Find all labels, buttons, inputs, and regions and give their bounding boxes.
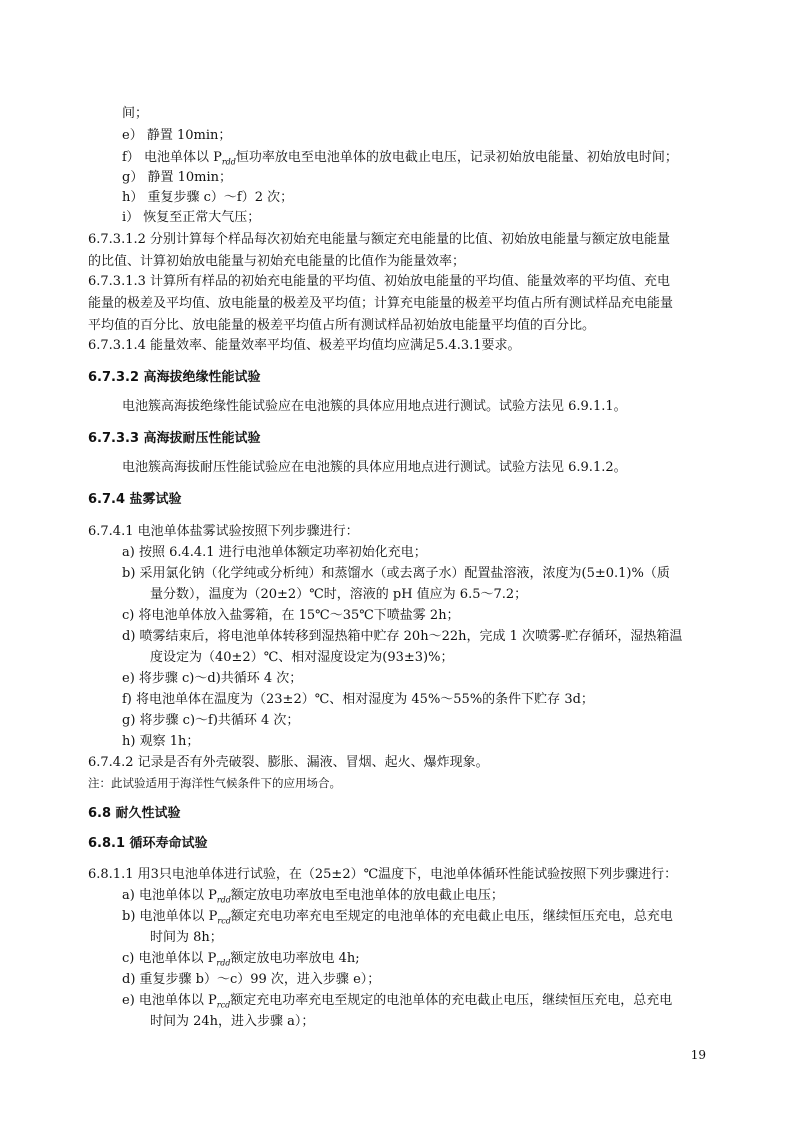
section-heading: 6.7.3.2 高海拔绝缘性能试验 xyxy=(88,370,261,385)
list-item: h) 观察 1h； xyxy=(122,734,200,749)
clause-paragraph: 6.7.3.1.4 能量效率、能量效率平均值、极差平均值均应满足5.4.3.1要求。 xyxy=(88,338,521,353)
section-heading: 6.8 耐久性试验 xyxy=(88,806,181,821)
list-item: e） 静置 10min； xyxy=(122,128,232,143)
list-item-text: c) 电池单体以 P xyxy=(122,951,217,966)
symbol-subscript: rdd xyxy=(216,958,231,968)
list-item-text: a) 电池单体以 P xyxy=(122,888,217,903)
list-item: c) 将电池单体放入盐雾箱，在 15℃～35℃下喷盐雾 2h； xyxy=(122,608,460,623)
list-item: e) 将步骤 c)～d)共循环 4 次； xyxy=(122,671,303,686)
note: 注：此试验适用于海洋性气候条件下的应用场合。 xyxy=(88,776,341,790)
list-item: g） 静置 10min； xyxy=(122,170,232,185)
symbol-subscript: rcd xyxy=(216,1000,231,1010)
section-heading: 6.8.1 循环寿命试验 xyxy=(88,836,208,851)
text-line: 间； xyxy=(122,106,149,121)
list-item-text: 额定放电功率放电 4h; xyxy=(230,951,360,966)
list-item: i） 恢复至正常大气压； xyxy=(122,210,261,225)
clause-paragraph: 6.8.1.1 用3只电池单体进行试验，在（25±2）℃温度下，电池单体循环性能试验按照下列步骤进行： xyxy=(88,867,678,882)
symbol-subscript: rcd xyxy=(217,916,231,926)
list-item-text: 额定充电功率充电至规定的电池单体的充电截止电压，继续恒压充电，总充电 xyxy=(230,909,673,924)
list-item-continuation: 时间为 24h，进入步骤 a）； xyxy=(150,1014,315,1029)
clause-paragraph: 6.7.3.1.2 分别计算每个样品每次初始充电能量与额定充电能量的比值、初始放电能量与额定放电能量 xyxy=(88,232,671,247)
list-item-text: 额定放电功率放电至电池单体的放电截止电压； xyxy=(230,888,504,903)
list-item: g) 将步骤 c)～f)共循环 4 次； xyxy=(122,713,300,728)
list-item: d) 喷雾结束后，将电池单体转移到湿热箱中贮存 20h～22h，完成 1 次喷雾-贮存循环，湿热箱温 xyxy=(122,629,683,644)
list-item: h） 重复步骤 c）～f）2 次； xyxy=(122,190,294,205)
symbol-subscript: rdd xyxy=(216,895,231,905)
symbol-subscript: rdd xyxy=(221,157,236,167)
list-item-text: e) 电池单体以 P xyxy=(122,993,217,1008)
list-item: f) 将电池单体在温度为（23±2）℃、相对湿度为 45%～55%的条件下贮存 3d； xyxy=(122,692,594,707)
clause-paragraph: 6.7.4.1 电池单体盐雾试验按照下列步骤进行： xyxy=(88,524,359,539)
list-item-text: 额定充电功率充电至规定的电池单体的充电截止电压，继续恒压充电，总充电 xyxy=(230,993,673,1008)
section-heading: 6.7.4 盐雾试验 xyxy=(88,492,182,507)
clause-paragraph: 6.7.4.2 记录是否有外壳破裂、膨胀、漏液、冒烟、起火、爆炸现象。 xyxy=(88,755,489,770)
page-number: 19 xyxy=(690,1048,706,1062)
list-item-text: b) 电池单体以 P xyxy=(122,909,218,924)
list-item: b) 采用氯化钠（化学纯或分析纯）和蒸馏水（或去离子水）配置盐溶液，浓度为(5±0.1)%（质 xyxy=(122,566,670,581)
section-heading: 6.7.3.3 高海拔耐压性能试验 xyxy=(88,431,261,446)
list-item-continuation: 时间为 8h； xyxy=(150,930,223,945)
clause-paragraph: 的比值、计算初始放电能量与初始充电能量的比值作为能量效率； xyxy=(88,254,466,269)
body-paragraph: 电池簇高海拔绝缘性能试验应在电池簇的具体应用地点进行测试。试验方法见 6.9.1.1。 xyxy=(122,399,627,414)
list-item-continuation: 量分数），温度为（20±2）℃时，溶液的 pH 值应为 6.5～7.2； xyxy=(150,587,528,602)
clause-paragraph: 平均值的百分比、放电能量的极差平均值占所有测试样品初始放电能量平均值的百分比。 xyxy=(88,318,596,333)
list-item: d) 重复步骤 b）～c）99 次，进入步骤 e）； xyxy=(122,972,381,987)
clause-paragraph: 能量的极差及平均值、放电能量的极差及平均值；计算充电能量的极差平均值占所有测试样品充电能量 xyxy=(88,296,674,311)
list-item-text: 恒功率放电至电池单体的放电截止电压，记录初始放电能量、初始放电时间； xyxy=(235,150,678,165)
list-item-continuation: 度设定为（40±2）℃、相对湿度设定为(93±3)%； xyxy=(150,650,454,665)
clause-paragraph: 6.7.3.1.3 计算所有样品的初始充电能量的平均值、初始放电能量的平均值、能量效率的平均值、充电 xyxy=(88,274,671,289)
list-item-text: f） 电池单体以 P xyxy=(122,150,222,165)
body-paragraph: 电池簇高海拔耐压性能试验应在电池簇的具体应用地点进行测试。试验方法见 6.9.1.2。 xyxy=(122,460,627,475)
list-item: a) 按照 6.4.4.1 进行电池单体额定功率初始化充电； xyxy=(122,545,427,560)
